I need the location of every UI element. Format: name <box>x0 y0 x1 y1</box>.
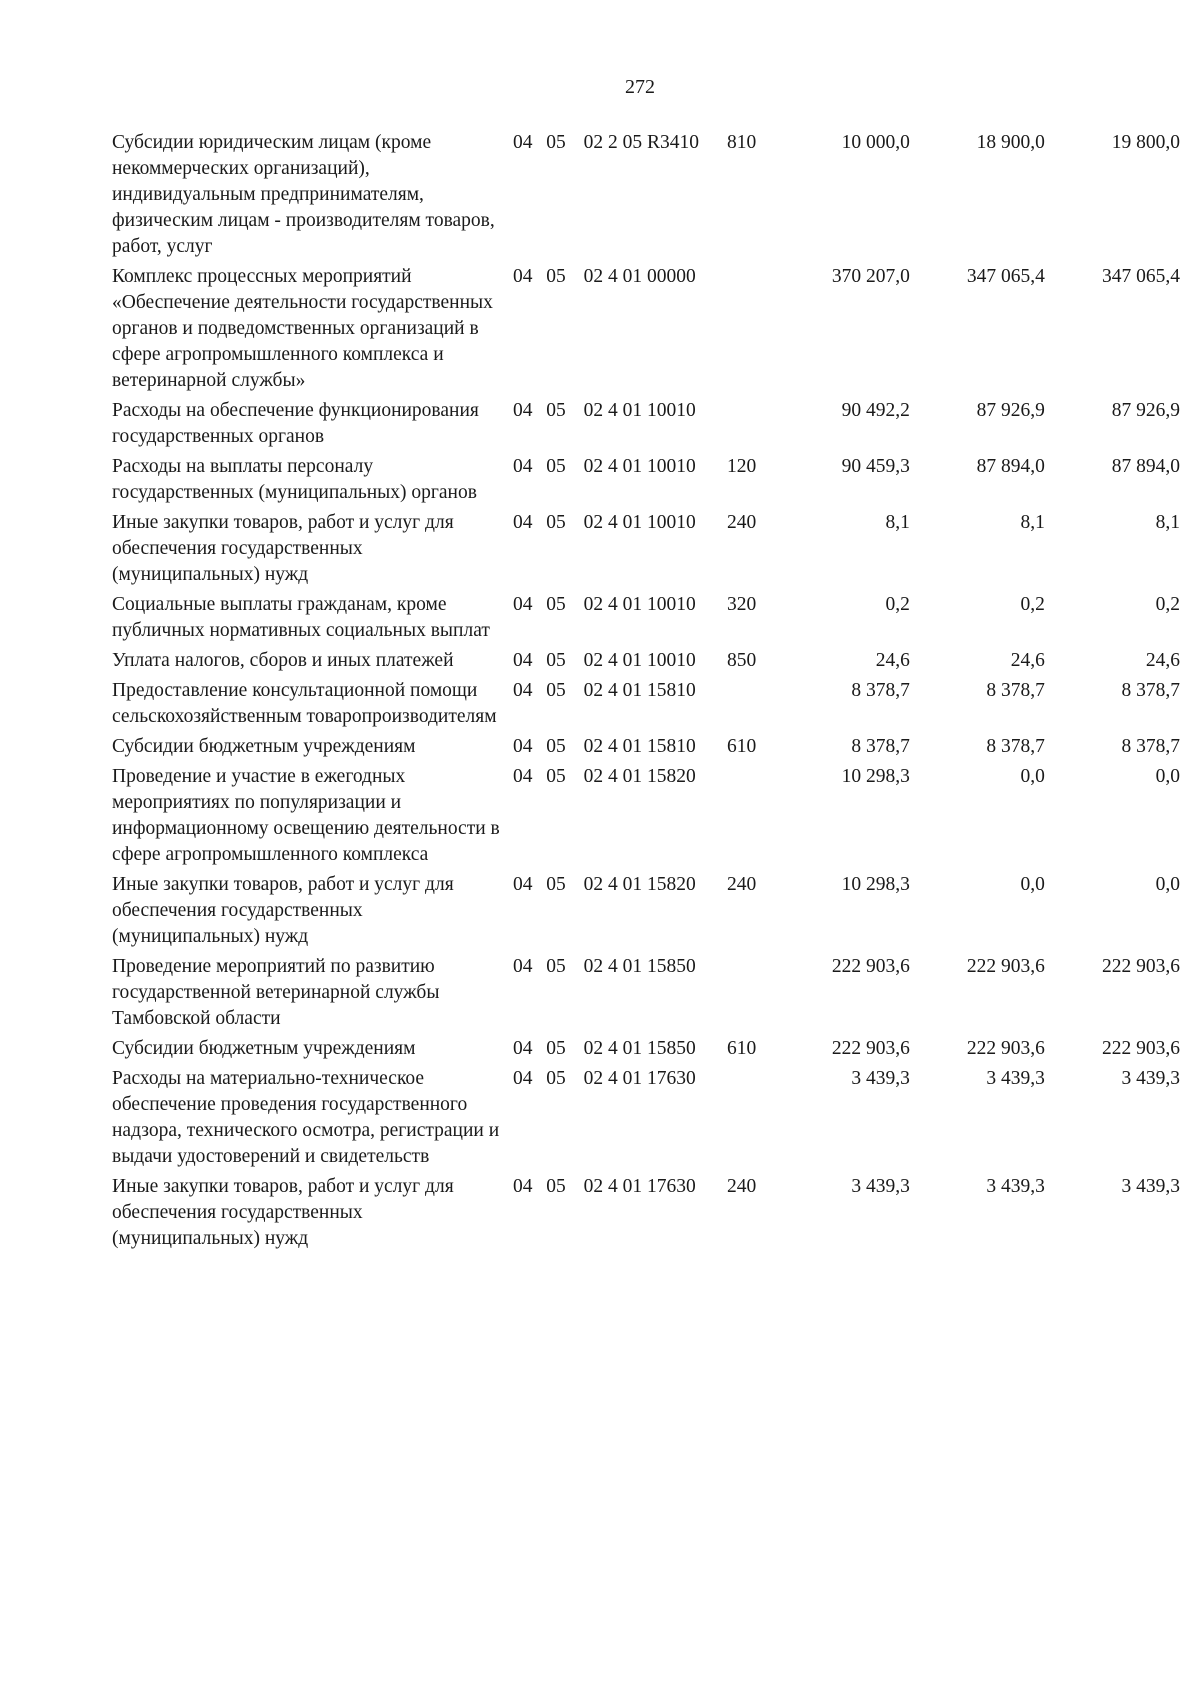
row-amount-year-2: 222 903,6 <box>966 1038 1045 1059</box>
row-name <box>112 454 513 510</box>
table-row <box>112 734 1180 764</box>
row-subsection: 05 <box>546 736 566 757</box>
row-amount-year-1: 90 459,3 <box>841 456 910 477</box>
row-target-article: 02 4 01 15810 <box>583 680 696 701</box>
row-name <box>112 398 513 454</box>
row-subsection: 05 <box>546 456 566 477</box>
row-amount-year-3: 8,1 <box>1155 512 1180 533</box>
row-name-text: Предоставление консультационной помощи сельскохозяйственным товаропроизводителям <box>112 680 497 727</box>
row-amount-year-3: 87 926,9 <box>1111 400 1180 421</box>
row-section: 04 <box>513 400 533 421</box>
row-expense-type: 810 <box>727 132 757 153</box>
row-name-text: Проведение мероприятий по развитию государственной ветеринарной службы Тамбовской области <box>112 956 440 1029</box>
row-section: 04 <box>513 594 533 615</box>
table-row <box>112 264 1180 398</box>
row-target-article: 02 4 01 10010 <box>583 400 696 421</box>
row-section: 04 <box>513 132 533 153</box>
row-amount-year-2: 8,1 <box>1020 512 1045 533</box>
row-name-text: Иные закупки товаров, работ и услуг для обеспечения государственных (муниципальных) нужд <box>112 1176 454 1249</box>
row-name <box>112 1174 513 1256</box>
row-subsection: 05 <box>546 1068 566 1089</box>
row-amount-year-1: 8 378,7 <box>851 680 910 701</box>
row-amount-year-3: 19 800,0 <box>1111 132 1180 153</box>
row-subsection: 05 <box>546 956 566 977</box>
row-amount-year-3: 8 378,7 <box>1121 736 1180 757</box>
row-amount-year-2: 87 926,9 <box>976 400 1045 421</box>
row-subsection: 05 <box>546 650 566 671</box>
row-name <box>112 954 513 1036</box>
row-amount-year-3: 0,0 <box>1155 766 1180 787</box>
row-target-article: 02 4 01 17630 <box>583 1176 696 1197</box>
table-row <box>112 398 1180 454</box>
table-row <box>112 592 1180 648</box>
row-subsection: 05 <box>546 594 566 615</box>
table-row <box>112 648 1180 678</box>
row-section: 04 <box>513 512 533 533</box>
row-name <box>112 678 513 734</box>
table-row <box>112 1036 1180 1066</box>
table-row <box>112 1174 1180 1256</box>
row-target-article: 02 4 01 10010 <box>583 456 696 477</box>
row-name-text: Проведение и участие в ежегодных мероприятиях по популяризации и информационному освещению деятельности в сфере агропромышленного комплекса <box>112 766 500 865</box>
row-subsection: 05 <box>546 400 566 421</box>
row-expense-type: 610 <box>727 736 757 757</box>
row-expense-type: 610 <box>727 1038 757 1059</box>
row-name-text: Иные закупки товаров, работ и услуг для обеспечения государственных (муниципальных) нужд <box>112 512 454 585</box>
row-amount-year-2: 347 065,4 <box>966 266 1045 287</box>
row-amount-year-3: 0,2 <box>1155 594 1180 615</box>
row-section: 04 <box>513 766 533 787</box>
row-section: 04 <box>513 266 533 287</box>
row-amount-year-1: 10 298,3 <box>841 874 910 895</box>
row-amount-year-2: 87 894,0 <box>976 456 1045 477</box>
table-row <box>112 764 1180 872</box>
row-expense-type <box>727 678 785 734</box>
row-subsection: 05 <box>546 132 566 153</box>
row-name <box>112 872 513 954</box>
row-amount-year-2: 3 439,3 <box>986 1176 1045 1197</box>
row-section: 04 <box>513 736 533 757</box>
row-subsection: 05 <box>546 1038 566 1059</box>
row-target-article: 02 4 01 10010 <box>583 594 696 615</box>
row-amount-year-1: 370 207,0 <box>831 266 910 287</box>
row-name <box>112 764 513 872</box>
row-name <box>112 734 513 764</box>
row-target-article: 02 4 01 15810 <box>583 736 696 757</box>
budget-table <box>112 130 1180 1256</box>
row-amount-year-3: 347 065,4 <box>1102 266 1180 287</box>
row-section: 04 <box>513 874 533 895</box>
row-name-text: Иные закупки товаров, работ и услуг для обеспечения государственных (муниципальных) нужд <box>112 874 454 947</box>
table-row <box>112 130 1180 264</box>
row-expense-type <box>727 264 785 398</box>
row-section: 04 <box>513 456 533 477</box>
row-target-article: 02 4 01 10010 <box>583 512 696 533</box>
row-name <box>112 1036 513 1066</box>
row-subsection: 05 <box>546 266 566 287</box>
row-amount-year-3: 24,6 <box>1145 650 1180 671</box>
row-section: 04 <box>513 1038 533 1059</box>
budget-table-body <box>112 130 1180 1256</box>
row-name-text: Комплекс процессных мероприятий «Обеспечение деятельности государственных органов и подведомственных организаций в сфере агропромышленного комплекса и ветеринарной службы» <box>112 266 493 391</box>
row-section: 04 <box>513 680 533 701</box>
row-amount-year-3: 222 903,6 <box>1102 956 1180 977</box>
table-row <box>112 510 1180 592</box>
row-name <box>112 592 513 648</box>
row-section: 04 <box>513 956 533 977</box>
row-amount-year-3: 222 903,6 <box>1102 1038 1180 1059</box>
row-target-article: 02 4 01 15850 <box>583 1038 696 1059</box>
row-amount-year-1: 222 903,6 <box>831 1038 910 1059</box>
row-amount-year-1: 8 378,7 <box>851 736 910 757</box>
row-amount-year-1: 90 492,2 <box>841 400 910 421</box>
row-amount-year-2: 24,6 <box>1010 650 1045 671</box>
row-name-text: Расходы на выплаты персоналу государственных (муниципальных) органов <box>112 456 477 503</box>
row-section: 04 <box>513 1176 533 1197</box>
row-expense-type: 120 <box>727 456 757 477</box>
row-name-text: Расходы на обеспечение функционирования государственных органов <box>112 400 479 447</box>
row-name <box>112 130 513 264</box>
row-amount-year-1: 222 903,6 <box>831 956 910 977</box>
row-name <box>112 648 513 678</box>
table-row <box>112 954 1180 1036</box>
table-row <box>112 1066 1180 1174</box>
row-target-article: 02 4 01 10010 <box>583 650 696 671</box>
table-row <box>112 872 1180 954</box>
row-name-text: Расходы на материально-техническое обеспечение проведения государственного надзора, технического осмотра, регистрации и выдачи удостоверений и свидетельств <box>112 1068 500 1167</box>
row-target-article: 02 4 01 00000 <box>583 266 696 287</box>
row-target-article: 02 4 01 15850 <box>583 956 696 977</box>
row-target-article: 02 4 01 17630 <box>583 1068 696 1089</box>
row-amount-year-2: 8 378,7 <box>986 736 1045 757</box>
row-amount-year-2: 18 900,0 <box>976 132 1045 153</box>
row-expense-type: 240 <box>727 874 757 895</box>
row-amount-year-1: 3 439,3 <box>851 1176 910 1197</box>
row-subsection: 05 <box>546 874 566 895</box>
row-name-text: Социальные выплаты гражданам, кроме публичных нормативных социальных выплат <box>112 594 490 641</box>
row-amount-year-3: 3 439,3 <box>1121 1068 1180 1089</box>
row-amount-year-2: 8 378,7 <box>986 680 1045 701</box>
row-amount-year-1: 8,1 <box>885 512 910 533</box>
row-name <box>112 510 513 592</box>
row-amount-year-3: 8 378,7 <box>1121 680 1180 701</box>
row-target-article: 02 4 01 15820 <box>583 874 696 895</box>
row-subsection: 05 <box>546 680 566 701</box>
table-row <box>112 678 1180 734</box>
row-section: 04 <box>513 650 533 671</box>
row-expense-type: 240 <box>727 1176 757 1197</box>
row-expense-type: 240 <box>727 512 757 533</box>
row-amount-year-2: 3 439,3 <box>986 1068 1045 1089</box>
row-subsection: 05 <box>546 766 566 787</box>
row-name-text: Уплата налогов, сборов и иных платежей <box>112 650 454 671</box>
row-section: 04 <box>513 1068 533 1089</box>
row-amount-year-1: 3 439,3 <box>851 1068 910 1089</box>
row-name-text: Субсидии бюджетным учреждениям <box>112 736 416 757</box>
row-expense-type <box>727 398 785 454</box>
row-name-text: Субсидии юридическим лицам (кроме некоммерческих организаций), индивидуальным предпринимателям, физическим лицам - производителям товаров, работ, услуг <box>112 132 495 257</box>
row-name-text: Субсидии бюджетным учреждениям <box>112 1038 416 1059</box>
row-amount-year-3: 87 894,0 <box>1111 456 1180 477</box>
row-expense-type: 850 <box>727 650 757 671</box>
row-amount-year-2: 0,0 <box>1020 766 1045 787</box>
row-expense-type <box>727 954 785 1036</box>
row-expense-type <box>727 764 785 872</box>
row-amount-year-2: 0,2 <box>1020 594 1045 615</box>
row-amount-year-1: 0,2 <box>885 594 910 615</box>
row-amount-year-3: 3 439,3 <box>1121 1176 1180 1197</box>
row-amount-year-2: 0,0 <box>1020 874 1045 895</box>
row-subsection: 05 <box>546 1176 566 1197</box>
table-row <box>112 454 1180 510</box>
row-amount-year-1: 10 000,0 <box>841 132 910 153</box>
row-amount-year-3: 0,0 <box>1155 874 1180 895</box>
row-name <box>112 1066 513 1174</box>
row-expense-type: 320 <box>727 594 757 615</box>
row-name <box>112 264 513 398</box>
row-expense-type <box>727 1066 785 1174</box>
row-amount-year-1: 24,6 <box>875 650 910 671</box>
row-target-article: 02 4 01 15820 <box>583 766 696 787</box>
page-number: 272 <box>625 76 655 98</box>
row-target-article: 02 2 05 R3410 <box>583 132 700 153</box>
row-subsection: 05 <box>546 512 566 533</box>
row-amount-year-2: 222 903,6 <box>966 956 1045 977</box>
row-amount-year-1: 10 298,3 <box>841 766 910 787</box>
